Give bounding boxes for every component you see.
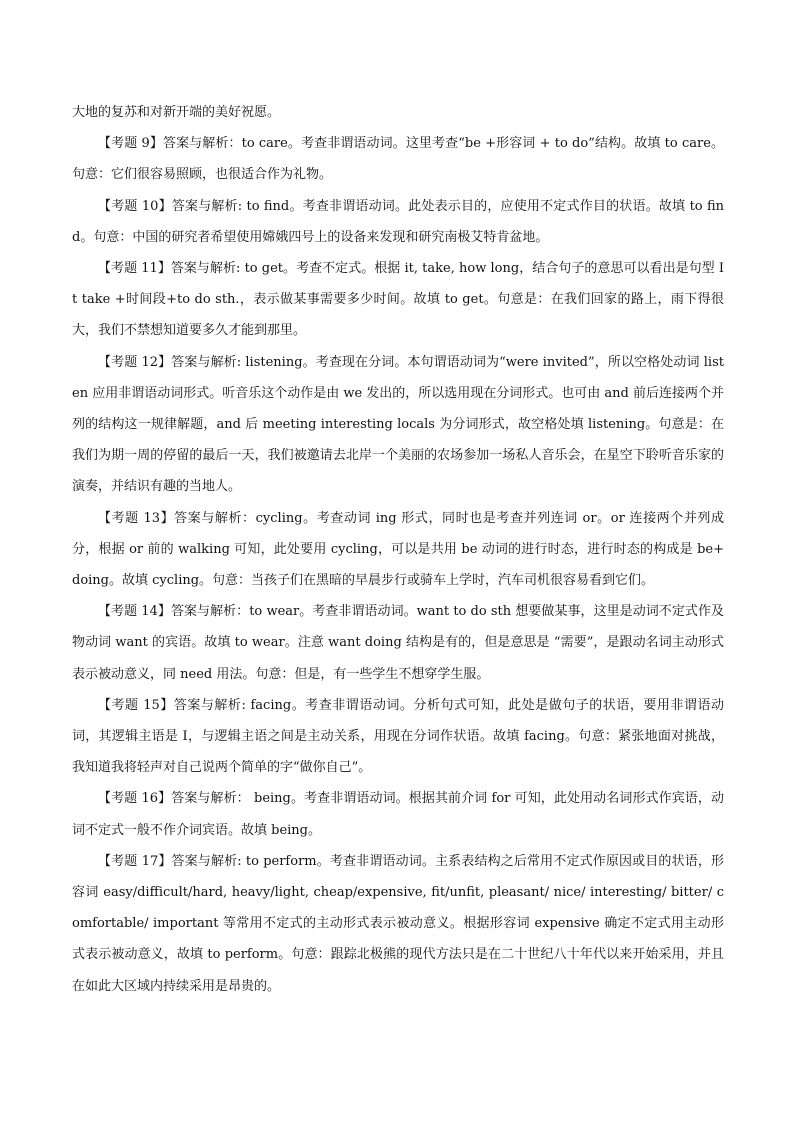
answer-paragraph-12: 【考题 12】答案与解析: listening。考查现在分词。本句谓语动词为“were invited”，所以空格处动词 listen 应用非谓语动词形式。听音乐这个动作是由 we 发出的，所以选用现在分词形式。也可由 and 前后连接两个并列的结构这一规律解题，and 后 meeting interesting locals 为分词形式，故空格处填 listening。句意是：在我们为期一周的停留的最后一天，我们被邀请去北岸一个美丽的农场参加一场私人音乐会，在星空下聆听音乐家的演奏，并结识有趣的当地人。 (72, 354, 724, 495)
answer-paragraph-10: 【考题 10】答案与解析: to find。考查非谓语动词。此处表示目的，应使用不定式作目的状语。故填 to find。句意：中国的研究者希望使用嫦娥四号上的设备来发现和研究南极艾特肯盆地。 (72, 198, 724, 245)
answer-paragraph-15: 【考题 15】答案与解析: facing。考查非谓语动词。分析句式可知，此处是做句子的状语，要用非谓语动词，其逻辑主语是 I，与逻辑主语之间是主动关系，用现在分词作状语。故填 facing。句意：紧张地面对挑战，我知道我将轻声对自己说两个简单的字“做你自己”。 (72, 697, 724, 776)
document-body (72, 97, 724, 1002)
answer-paragraph-14: 【考题 14】答案与解析：to wear。考查非谓语动词。want to do sth 想要做某事，这里是动词不定式作及物动词 want 的宾语。故填 to wear。注意 want doing 结构是有的，但是意思是 “需要”，是跟动名词主动形式表示被动意义，同 need 用法。句意：但是，有一些学生不想穿学生服。 (72, 604, 724, 682)
answer-paragraph-9: 【考题 9】答案与解析：to care。考查非谓语动词。这里考查“be +形容词 + to do”结构。故填 to care。句意：它们很容易照顾，也很适合作为礼物。 (72, 136, 724, 183)
answer-paragraph-16: 【考题 16】答案与解析： being。考查非谓语动词。根据其前介词 for 可知，此处用动名词形式作宾语，动词不定式一般不作介词宾语。故填 being。 (72, 791, 724, 838)
answer-paragraph-17: 【考题 17】答案与解析: to perform。考查非谓语动词。主系表结构之后常用不定式作原因或目的状语，形容词 easy/difficult/hard, heavy/light, cheap/expensive, fit/unfit, pleasant/ nice/ interesting/ bitter/ comfortable/ important 等常用不定式的主动形式表示被动意义。根据形容词 expensive 确定不定式用主动形式表示被动意义，故填 to perform。句意：跟踪北极熊的现代方法只是在二十世纪八十年代以来开始采用，并且在如此大区域内持续采用是昂贵的。 (72, 853, 724, 994)
answer-paragraph-13: 【考题 13】答案与解析：cycling。考查动词 ing 形式，同时也是考查并列连词 or。or 连接两个并列成分，根据 or 前的 walking 可知，此处要用 cycling，可以是共用 be 动词的进行时态，进行时态的构成是 be+doing。故填 cycling。句意：当孩子们在黑暗的早晨步行或骑车上学时，汽车司机很容易看到它们。 (72, 510, 724, 589)
paragraph-continuation: 大地的复苏和对新开端的美好祝愿。 (72, 105, 281, 120)
answer-paragraph-11: 【考题 11】答案与解析: to get。考查不定式。根据 it, take, how long，结合句子的意思可以看出是句型 It take +时间段+to do sth.，表示做某事需要多少时间。故填 to get。句意是：在我们回家的路上，雨下得很大，我们不禁想知道要多久才能到那里。 (72, 261, 724, 339)
